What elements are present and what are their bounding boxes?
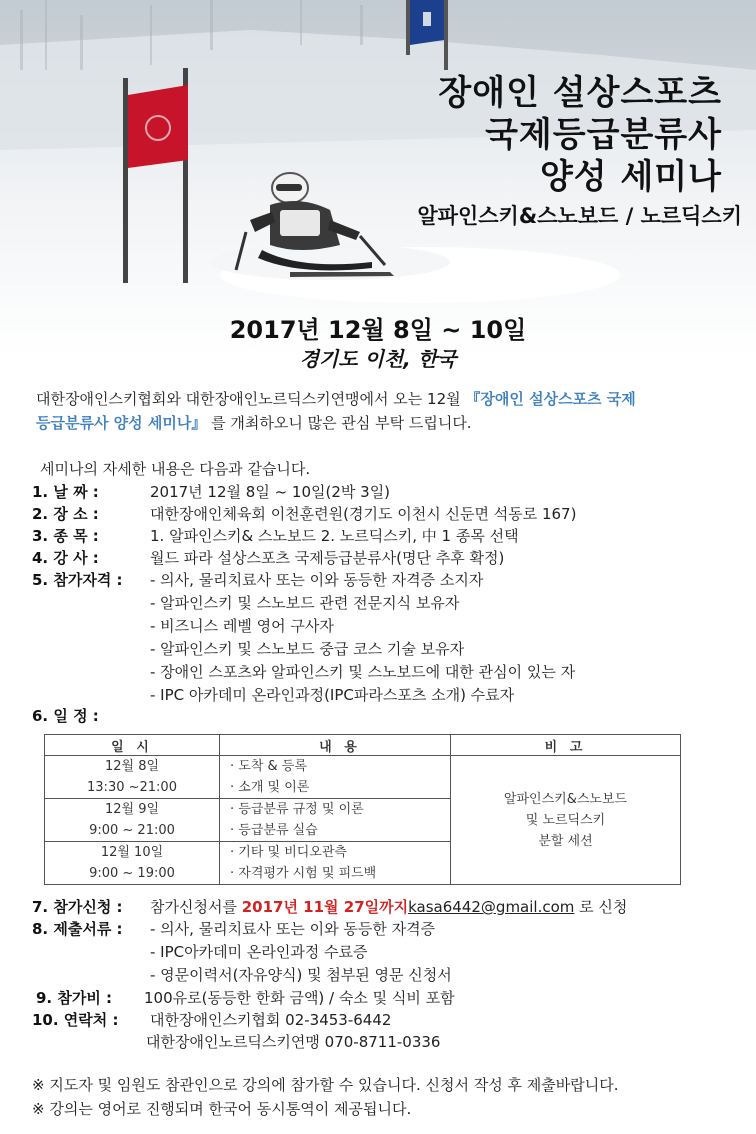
- item-contact: [32, 1010, 392, 1031]
- apply-deadline: 2017년 11월 27일까지: [241, 898, 409, 916]
- item-lecturer: [32, 548, 505, 569]
- schedule-content-cell: [220, 756, 451, 799]
- schedule-content-cell: [220, 799, 451, 842]
- schedule-content: · 등급분류 규정 및 이론: [230, 802, 364, 817]
- schedule-content: · 소개 및 이론: [230, 780, 310, 795]
- item-venue: [32, 504, 577, 525]
- intro-text: 대한장애인스키협회와 대한장애인노르딕스키연맹에서 오는 12월: [36, 390, 466, 408]
- column-header: 내 용: [220, 735, 451, 756]
- item-date: [32, 482, 391, 503]
- schedule-day: 12월 10일: [100, 845, 164, 860]
- item-label: 8. 제출서류 :: [32, 920, 123, 938]
- schedule-note: 알파인스키&스노보드: [503, 791, 628, 807]
- event-place-heading: 경기도 이천, 한국: [299, 347, 457, 371]
- schedule-date-cell: [45, 799, 220, 842]
- table-header-row: [45, 735, 681, 756]
- hero-title-line1: 장애인 설상스포츠: [438, 73, 722, 113]
- schedule-date-cell: [45, 756, 220, 799]
- schedule-table: [44, 734, 681, 885]
- item-label: 4. 강 사 :: [32, 549, 99, 567]
- red-gate: [123, 68, 188, 283]
- column-header: 일 시: [45, 735, 220, 756]
- hero-title-line2: 국제등급분류사: [485, 115, 722, 155]
- qualification-item: - 장애인 스포츠와 알파인스키 및 스노보드에 대한 관심이 있는 자: [150, 663, 576, 681]
- apply-email-link[interactable]: kasa6442@gmail.com: [408, 898, 575, 916]
- document-item: - IPC아카데미 온라인과정 수료증: [150, 943, 368, 961]
- hero-subtitle: 알파인스키&스노보드 / 노르딕스키: [417, 204, 742, 228]
- item-value: 100유로(동등한 한화 금액) / 숙소 및 식비 포함: [144, 989, 455, 1007]
- item-value: 2017년 12월 8일 ~ 10일(2박 3일): [150, 483, 391, 501]
- footnote: ※ 지도자 및 임원도 참관인으로 강의에 참가할 수 있습니다. 신청서 작성 후 제출바랍니다.: [32, 1076, 619, 1094]
- schedule-day: 12월 8일: [104, 759, 160, 774]
- item-value: 1. 알파인스키& 스노보드 2. 노르딕스키, 中 1 종목 선택: [150, 527, 519, 545]
- schedule-time: 13:30 ~21:00: [87, 780, 177, 795]
- item-label: 6. 일 정 :: [32, 707, 99, 725]
- item-qualification: [32, 570, 142, 591]
- event-date-heading: 2017년 12월 8일 ~ 10일: [229, 316, 527, 344]
- intro-text: 를 개최하오니 많은 관심 부탁 드립니다.: [206, 414, 472, 432]
- item-label: 1. 날 짜 :: [32, 483, 99, 501]
- schedule-content: · 도착 & 등록: [230, 759, 307, 774]
- qualification-item: - 알파인스키 및 스노보드 관련 전문지식 보유자: [150, 594, 460, 612]
- seminar-name-highlight: 등급분류사 양성 세미나』: [36, 414, 207, 432]
- schedule-note: 분할 세션: [538, 833, 593, 849]
- item-event: [32, 526, 519, 547]
- item-documents: [32, 919, 142, 940]
- item-label: 3. 종 목 :: [32, 527, 99, 545]
- schedule-note-cell: [451, 756, 681, 885]
- item-label: 7. 참가신청 :: [32, 898, 123, 916]
- column-header: 비 고: [451, 735, 681, 756]
- item-schedule: [32, 706, 142, 727]
- document-item: - 의사, 물리치료사 또는 이와 동등한 자격증: [150, 920, 436, 938]
- schedule-content: · 자격평가 시험 및 피드백: [230, 866, 377, 881]
- item-label: 5. 참가자격 :: [32, 571, 123, 589]
- qualification-item: - 비즈니스 레벨 영어 구사자: [150, 617, 334, 635]
- apply-text: 로 신청: [574, 898, 628, 916]
- apply-text: 참가신청서를: [150, 898, 242, 916]
- qualification-item: - 알파인스키 및 스노보드 중급 코스 기술 보유자: [150, 640, 465, 658]
- qualification-item: - 의사, 물리치료사 또는 이와 동등한 자격증 소지자: [150, 571, 484, 589]
- intro-line2: [36, 412, 472, 434]
- schedule-time: 9:00 ~ 19:00: [89, 866, 175, 881]
- item-value: 월드 파라 설상스포츠 국제등급분류사(명단 추후 확정): [150, 549, 505, 567]
- seminar-name-highlight: 『장애인 설상스포츠 국제: [465, 390, 636, 408]
- item-label: 2. 장 소 :: [32, 505, 99, 523]
- item-value: 대한장애인체육회 이천훈련원(경기도 이천시 신둔면 석동로 167): [150, 505, 577, 523]
- footnote: ※ 강의는 영어로 진행되며 한국어 동시통역이 제공됩니다.: [32, 1100, 412, 1118]
- schedule-note: 및 노르딕스키: [525, 812, 606, 828]
- schedule-content: · 기타 및 비디오관측: [230, 845, 347, 860]
- item-value: [150, 897, 627, 918]
- item-label: 10. 연락처 :: [32, 1011, 119, 1029]
- table-row: [45, 756, 681, 799]
- item-fee: [36, 988, 455, 1009]
- intro-line1: [36, 388, 636, 410]
- schedule-time: 9:00 ~ 21:00: [89, 823, 175, 838]
- hero-title-line3: 양성 세미나: [539, 157, 722, 197]
- document-item: - 영문이력서(자유양식) 및 첨부된 영문 신청서: [150, 966, 452, 984]
- qualification-item: - IPC 아카데미 온라인과정(IPC파라스포츠 소개) 수료자: [150, 686, 515, 704]
- schedule-day: 12월 9일: [104, 802, 160, 817]
- details-lead: 세미나의 자세한 내용은 다음과 같습니다.: [40, 460, 311, 478]
- schedule-content: · 등급분류 실습: [230, 823, 318, 838]
- schedule-date-cell: [45, 842, 220, 885]
- item-label: 9. 참가비 :: [36, 989, 113, 1007]
- hero-banner: [0, 0, 756, 355]
- item-apply: [32, 897, 628, 918]
- contact-line: 대한장애인노르딕스키연맹 070-8711-0336: [146, 1033, 441, 1051]
- schedule-content-cell: [220, 842, 451, 885]
- item-value: 대한장애인스키협회 02-3453-6442: [150, 1011, 392, 1029]
